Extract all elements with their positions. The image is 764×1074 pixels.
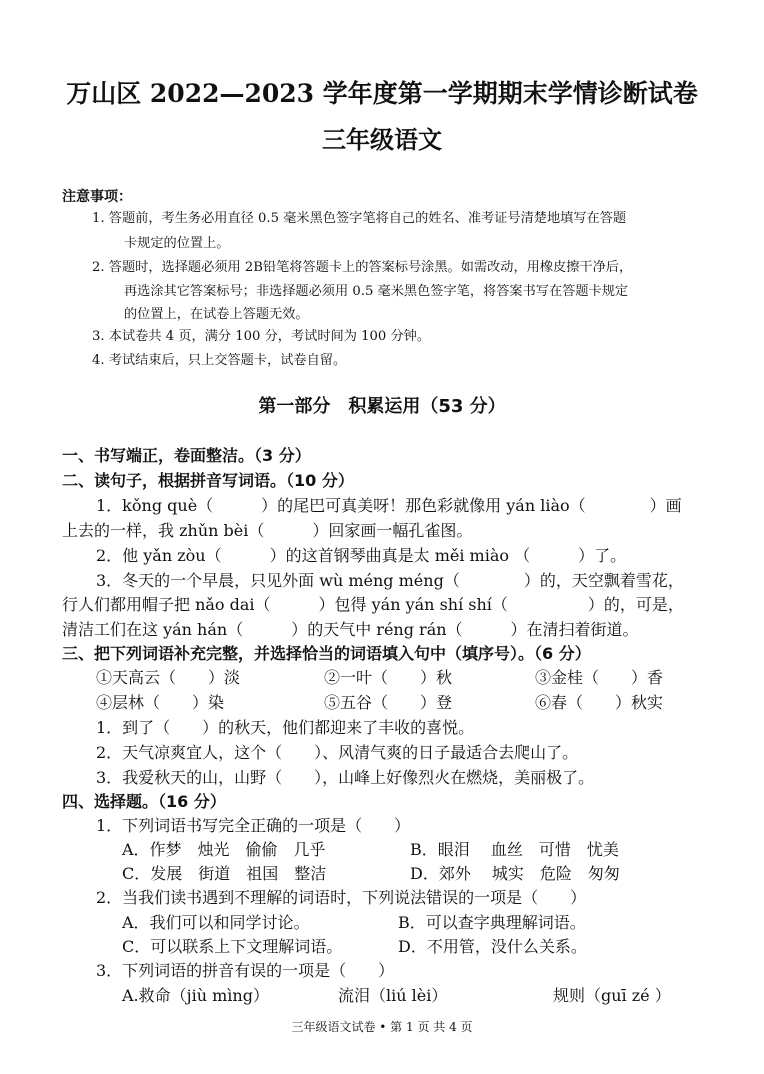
choice-option: C．发展 街道 祖国 整洁 bbox=[122, 864, 327, 883]
idiom-option: ①天高云（ ）淡 bbox=[96, 668, 241, 687]
part-heading: 第一部分 积累运用（53 分） bbox=[258, 396, 506, 417]
question-line: 1．kǒng què（ ）的尾巴可真美呀！那色彩就像用 yán liào（ ）画 bbox=[96, 496, 682, 515]
notice-line: 1. 答题前，考生务必用直径 0.5 毫米黑色签字笔将自己的姓名、准考证号清楚地填写在答题 bbox=[92, 211, 627, 226]
choice-option: 流泪（liú lèi） bbox=[338, 986, 448, 1005]
choice-option: B．眼泪 血丝 可惜 忧美 bbox=[410, 840, 619, 859]
choice-stem: 3．下列词语的拼音有误的一项是（ ） bbox=[96, 961, 395, 980]
idiom-option: ③金桂（ ）香 bbox=[535, 668, 664, 687]
notice-heading: 注意事项： bbox=[62, 189, 132, 205]
page-subtitle: 三年级语文 bbox=[322, 125, 442, 154]
idiom-option: ②一叶（ ）秋 bbox=[324, 668, 453, 687]
choice-option: A.救命（jiù mìng） bbox=[122, 986, 269, 1005]
question-heading: 四、选择题。（16 分） bbox=[62, 792, 226, 811]
choice-option: A．作梦 烛光 偷偷 几乎 bbox=[122, 840, 326, 859]
notice-line: 的位置上，在试卷上答题无效。 bbox=[124, 307, 309, 322]
question-heading: 二、读句子，根据拼音写词语。（10 分） bbox=[62, 471, 354, 490]
choice-stem: 1．下列词语书写完全正确的一项是（ ） bbox=[96, 816, 411, 835]
question-line: 2．天气凉爽宜人，这个（ ）、风清气爽的日子最适合去爬山了。 bbox=[96, 743, 579, 762]
page-footer: 三年级语文试卷 • 第 1 页 共 4 页 bbox=[291, 1020, 473, 1034]
question-heading: 三、把下列词语补充完整，并选择恰当的词语填入句中（填序号）。（6 分） bbox=[62, 644, 591, 663]
choice-option: C．可以联系上下文理解词语。 bbox=[122, 937, 343, 956]
question-line: 清洁工们在这 yán hán（ ）的天气中 réng rán（ ）在清扫着街道。 bbox=[62, 620, 639, 639]
notice-line: 4. 考试结束后，只上交答题卡，试卷自留。 bbox=[92, 353, 347, 368]
question-line: 行人们都用帽子把 nǎo dai（ ）包得 yán yán shí shí（ ）的，可是， bbox=[62, 595, 684, 614]
question-line: 1．到了（ ）的秋天，他们都迎来了丰收的喜悦。 bbox=[96, 718, 475, 737]
choice-option: A．我们可以和同学讨论。 bbox=[122, 913, 310, 932]
page-title: 万山区 2022—2023 学年度第一学期期末学情诊断试卷 bbox=[66, 79, 698, 108]
idiom-option: ④层林（ ）染 bbox=[96, 693, 225, 712]
choice-option: D．郊外 城实 危险 匆匆 bbox=[410, 864, 620, 883]
choice-option: D．不用管，没什么关系。 bbox=[398, 937, 587, 956]
notice-line: 3. 本试卷共 4 页，满分 100 分，考试时间为 100 分钟。 bbox=[92, 329, 431, 344]
choice-option: 规则（guī zé ） bbox=[553, 986, 671, 1005]
notice-line: 2. 答题时，选择题必须用 2B铅笔将答题卡上的答案标号涂黑。如需改动，用橡皮擦干净后， bbox=[92, 260, 633, 275]
question-heading: 一、书写端正，卷面整洁。（3 分） bbox=[62, 446, 311, 465]
idiom-option: ⑤五谷（ ）登 bbox=[324, 693, 453, 712]
idiom-option: ⑥春（ ）秋实 bbox=[535, 693, 664, 712]
notice-line: 卡规定的位置上。 bbox=[124, 236, 230, 251]
choice-stem: 2．当我们读书遇到不理解的词语时，下列说法错误的一项是（ ） bbox=[96, 888, 587, 907]
choice-option: B．可以查字典理解词语。 bbox=[398, 913, 586, 932]
question-line: 2．他 yǎn zòu（ ）的这首钢琴曲真是太 měi miào （ ）了。 bbox=[96, 546, 627, 565]
question-line: 上去的一样，我 zhǔn bèi（ ）回家画一幅孔雀图。 bbox=[62, 521, 473, 540]
question-line: 3．我爱秋天的山，山野（ ），山峰上好像烈火在燃烧，美丽极了。 bbox=[96, 768, 595, 787]
question-line: 3．冬天的一个早晨，只见外面 wù méng méng（ ）的，天空飘着雪花， bbox=[96, 571, 684, 590]
notice-line: 再选涂其它答案标号；非选择题必须用 0.5 毫米黑色签字笔，将答案书写在答题卡规定 bbox=[124, 284, 629, 299]
